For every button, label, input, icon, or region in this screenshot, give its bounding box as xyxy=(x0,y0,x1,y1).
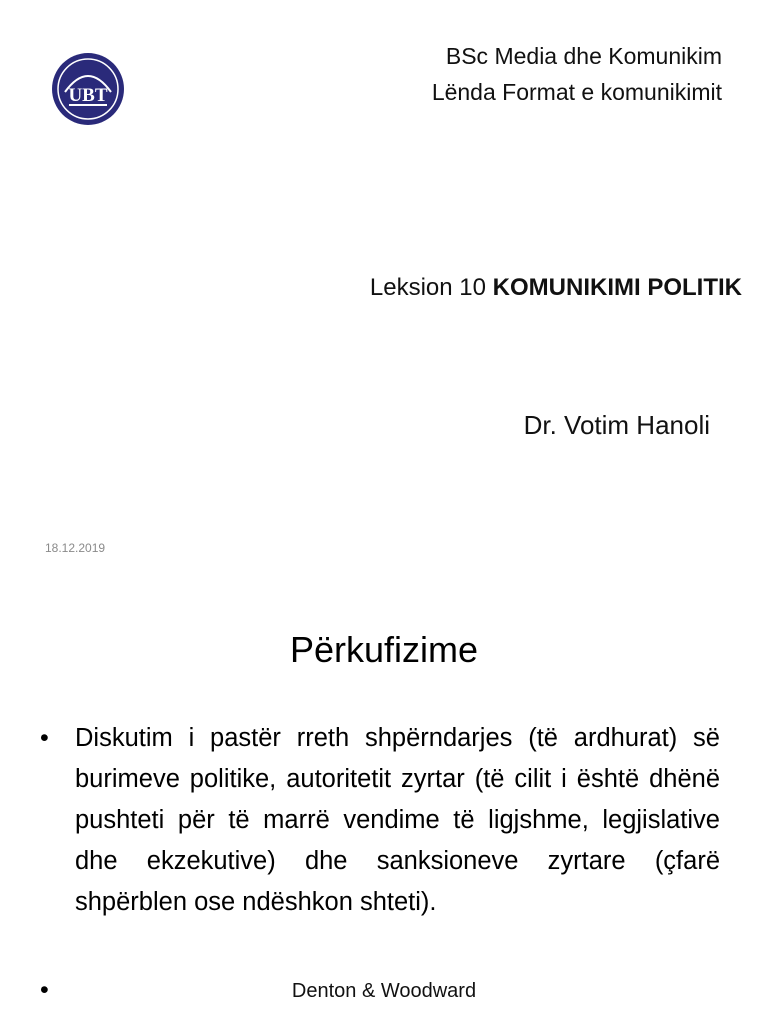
author-name: Dr. Votim Hanoli xyxy=(523,410,710,440)
bullet-item xyxy=(40,718,720,923)
lesson-topic: KOMUNIKIMI POLITIK xyxy=(492,274,742,301)
bullet-text: Diskutim i pastër rreth shpërndarjes (të ardhurat) së burimeve politike, autoritetit zyrtar (të cilit i është dhënë pushteti për të marrë vendime të ligjshme, legjislative dhe ekzekutive) dhe sanksioneve zyrtare (çfarë shpërblen ose ndëshkon shteti). xyxy=(75,724,720,916)
lesson-title xyxy=(370,274,742,302)
lesson-number: Leksion 10 xyxy=(369,274,486,301)
slide-date: 18.12.2019 xyxy=(45,541,106,555)
logo-lettering: UBT xyxy=(68,85,108,106)
slide-title: Përkufizime xyxy=(289,629,479,670)
definitions-slide xyxy=(0,580,768,1024)
course-header xyxy=(432,38,722,110)
empty-bullet-icon: • xyxy=(40,976,49,1004)
citation: Denton & Woodward xyxy=(291,980,477,1002)
ubt-logo xyxy=(51,52,125,126)
bullet-dot-icon: • xyxy=(40,724,49,752)
bullet-list xyxy=(40,718,720,923)
program-name: BSc Media dhe Komunikim xyxy=(445,43,722,69)
course-name: Lënda Format e komunikimit xyxy=(431,79,722,105)
